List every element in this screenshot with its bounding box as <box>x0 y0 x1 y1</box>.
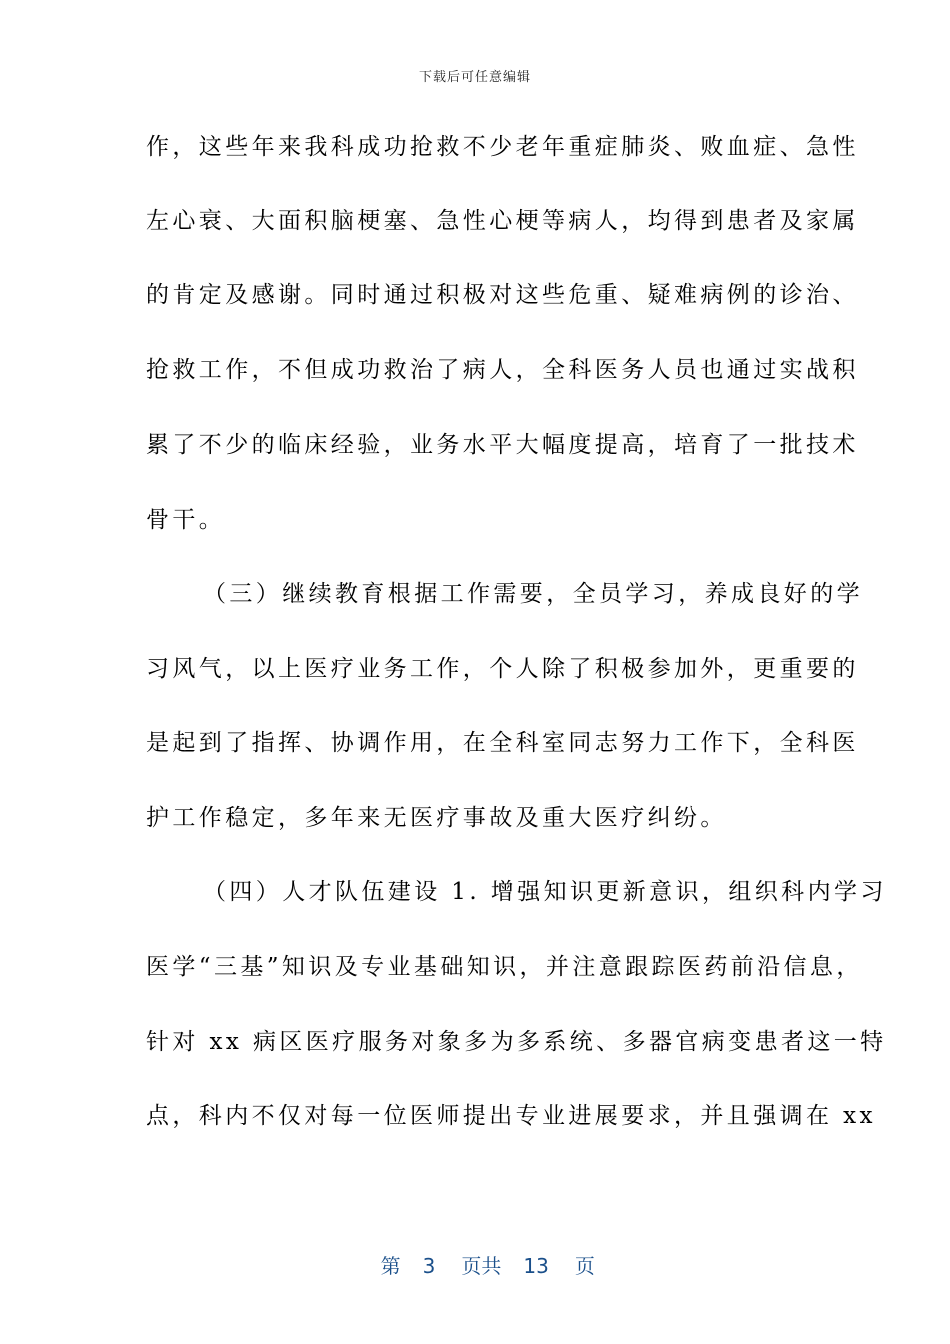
body-line-6: 骨干。 <box>146 507 226 533</box>
body-line-13: 针对 xx 病区医疗服务对象多为多系统、多器官病变患者这一特 <box>146 1029 887 1055</box>
body-line-12: 医学“三基”知识及专业基础知识，并注意跟踪医药前沿信息， <box>146 954 863 980</box>
body-line-11: （四）人才队伍建设 1. 增强知识更新意识，组织科内学习 <box>203 879 887 905</box>
body-line-5: 累了不少的临床经验，业务水平大幅度提高，培育了一批技术 <box>146 432 859 458</box>
body-line-8: 习风气，以上医疗业务工作，个人除了积极参加外，更重要的 <box>146 656 859 682</box>
footer-total-pages: 13 <box>523 1254 549 1278</box>
body-line-4: 抢救工作，不但成功救治了病人，全科医务人员也通过实战积 <box>146 357 859 383</box>
body-line-10: 护工作稳定，多年来无医疗事故及重大医疗纠纷。 <box>146 805 727 831</box>
header-note: 下载后可任意编辑 <box>418 70 531 85</box>
body-line-3: 的肯定及感谢。同时通过积极对这些危重、疑难病例的诊治、 <box>146 282 859 308</box>
page-footer <box>0 1226 950 1303</box>
body-line-7: （三）继续教育根据工作需要，全员学习，养成良好的学 <box>203 581 863 607</box>
body-line-1: 作，这些年来我科成功抢救不少老年重症肺炎、败血症、急性 <box>146 134 859 160</box>
footer-suffix: 页 <box>574 1254 595 1278</box>
body-line-14: 点，科内不仅对每一位医师提出专业进展要求，并且强调在 xx <box>146 1103 876 1129</box>
footer-page-number: 3 <box>422 1254 436 1278</box>
footer-prefix: 第 <box>380 1254 401 1278</box>
body-line-2: 左心衰、大面积脑梗塞、急性心梗等病人，均得到患者及家属 <box>146 208 859 234</box>
footer-middle: 页共 <box>461 1254 502 1278</box>
body-line-9: 是起到了指挥、协调作用，在全科室同志努力工作下，全科医 <box>146 730 859 756</box>
